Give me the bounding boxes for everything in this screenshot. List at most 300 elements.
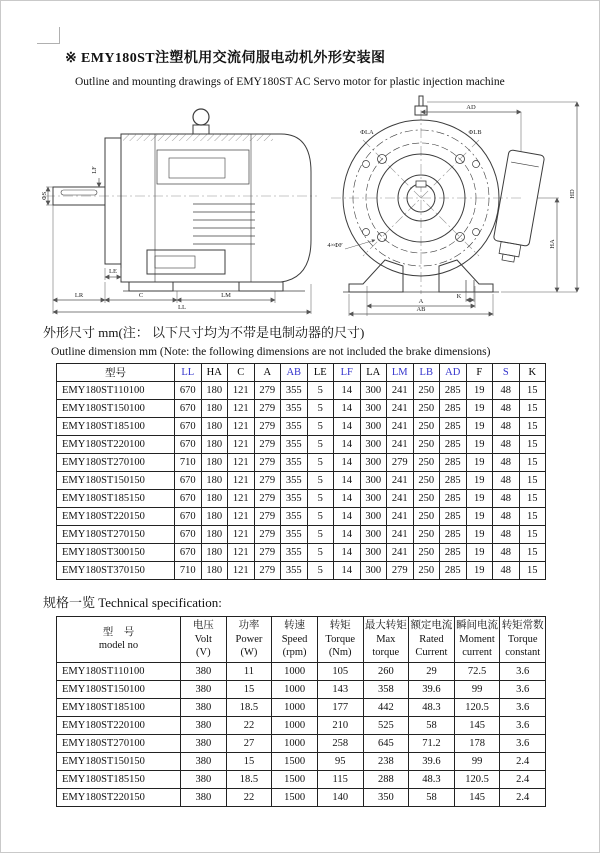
spec-cell: 350 <box>363 788 409 806</box>
dimension-cell: 710 <box>175 454 202 472</box>
spec-cell: 145 <box>454 788 500 806</box>
model-cell: EMY180ST220100 <box>57 436 175 454</box>
spec-cell: 1000 <box>272 662 318 680</box>
model-cell: EMY180ST150150 <box>57 472 175 490</box>
spec-cell: 258 <box>317 734 363 752</box>
outline-col-header: S <box>493 364 520 382</box>
spec-cell: 39.6 <box>409 680 455 698</box>
dimension-cell: 285 <box>440 490 467 508</box>
page-corner-mark <box>37 27 60 44</box>
dimension-cell: 48 <box>493 544 520 562</box>
spec-cell: 3.6 <box>500 716 546 734</box>
spec-cell: 48.3 <box>409 698 455 716</box>
dimension-cell: 15 <box>519 400 546 418</box>
spec-cell: 645 <box>363 734 409 752</box>
dimension-cell: 670 <box>175 472 202 490</box>
dimension-cell: 355 <box>281 382 308 400</box>
outline-col-header: A <box>254 364 281 382</box>
outline-heading-en: Outline dimension mm (Note: the following dimensions are not included the brake dimensions) <box>51 346 491 358</box>
model-cell: EMY180ST150100 <box>57 680 181 698</box>
spec-cell: 22 <box>226 716 272 734</box>
dimension-cell: 241 <box>387 490 414 508</box>
spec-cell: 380 <box>181 716 227 734</box>
dimension-cell: 285 <box>440 544 467 562</box>
outline-col-header: F <box>466 364 493 382</box>
dimension-cell: 250 <box>413 382 440 400</box>
dimension-cell: 180 <box>201 454 228 472</box>
dimension-cell: 279 <box>254 436 281 454</box>
dim-label-ab: AB <box>416 306 426 313</box>
dimension-cell: 285 <box>440 454 467 472</box>
dimension-cell: 15 <box>519 544 546 562</box>
dimension-cell: 355 <box>281 472 308 490</box>
spec-table-row <box>57 770 546 788</box>
dimension-cell: 285 <box>440 508 467 526</box>
outline-table-row <box>57 544 546 562</box>
spec-cell: 48.3 <box>409 770 455 788</box>
dimension-cell: 15 <box>519 418 546 436</box>
dimension-cell: 355 <box>281 418 308 436</box>
dimension-cell: 250 <box>413 436 440 454</box>
dimension-cell: 121 <box>228 382 255 400</box>
dimension-cell: 300 <box>360 418 387 436</box>
dimension-cell: 15 <box>519 454 546 472</box>
dimension-cell: 5 <box>307 400 334 418</box>
dimension-cell: 19 <box>466 526 493 544</box>
dimension-cell: 14 <box>334 508 361 526</box>
spec-cell: 2.4 <box>500 752 546 770</box>
spec-cell: 72.5 <box>454 662 500 680</box>
dimension-cell: 5 <box>307 562 334 580</box>
dimension-cell: 279 <box>387 454 414 472</box>
outline-col-header: LM <box>387 364 414 382</box>
dimension-cell: 241 <box>387 508 414 526</box>
dimension-cell: 180 <box>201 400 228 418</box>
dimension-cell: 15 <box>519 526 546 544</box>
spec-cell: 120.5 <box>454 698 500 716</box>
spec-cell: 260 <box>363 662 409 680</box>
spec-cell: 18.5 <box>226 698 272 716</box>
dimension-cell: 48 <box>493 436 520 454</box>
dimension-cell: 355 <box>281 490 308 508</box>
dimension-cell: 19 <box>466 454 493 472</box>
dimension-cell: 48 <box>493 418 520 436</box>
dimension-cell: 285 <box>440 472 467 490</box>
spec-cell: 95 <box>317 752 363 770</box>
dimension-cell: 121 <box>228 508 255 526</box>
dimension-cell: 710 <box>175 562 202 580</box>
dimension-cell: 19 <box>466 562 493 580</box>
dimension-cell: 14 <box>334 544 361 562</box>
spec-table-row <box>57 698 546 716</box>
spec-table-row <box>57 788 546 806</box>
dimension-cell: 300 <box>360 508 387 526</box>
dimension-cell: 14 <box>334 436 361 454</box>
spec-header-row <box>57 617 546 663</box>
outline-col-header: C <box>228 364 255 382</box>
spec-cell: 58 <box>409 788 455 806</box>
spec-cell: 1000 <box>272 716 318 734</box>
spec-cell: 380 <box>181 752 227 770</box>
dimension-cell: 250 <box>413 544 440 562</box>
outline-col-header: HA <box>201 364 228 382</box>
dimension-cell: 279 <box>254 544 281 562</box>
dimension-cell: 279 <box>254 382 281 400</box>
dim-label-c: C <box>138 292 144 299</box>
outline-col-header: LE <box>307 364 334 382</box>
dimension-cell: 670 <box>175 490 202 508</box>
dimension-cell: 355 <box>281 544 308 562</box>
dimension-cell: 241 <box>387 472 414 490</box>
dimension-cell: 180 <box>201 418 228 436</box>
outline-col-header: K <box>519 364 546 382</box>
spec-cell: 380 <box>181 662 227 680</box>
motor-side-section-drawing <box>43 100 335 318</box>
dimension-cell: 250 <box>413 454 440 472</box>
outline-table-row <box>57 454 546 472</box>
dimension-cell: 48 <box>493 508 520 526</box>
outline-col-header: LF <box>334 364 361 382</box>
dimension-cell: 48 <box>493 454 520 472</box>
dim-label-lf: LF <box>91 166 98 174</box>
dimension-cell: 355 <box>281 526 308 544</box>
dimension-cell: 670 <box>175 508 202 526</box>
dimension-cell: 15 <box>519 508 546 526</box>
dimension-cell: 180 <box>201 562 228 580</box>
model-cell: EMY180ST110100 <box>57 382 175 400</box>
dim-label-lr: LR <box>74 292 84 299</box>
dimension-cell: 250 <box>413 418 440 436</box>
spec-col-header: 转矩 Torque (Nm) <box>317 617 363 663</box>
dimension-cell: 180 <box>201 382 228 400</box>
dimension-cell: 180 <box>201 490 228 508</box>
spec-cell: 1000 <box>272 680 318 698</box>
dimension-cell: 19 <box>466 418 493 436</box>
spec-cell: 358 <box>363 680 409 698</box>
dimension-cell: 285 <box>440 382 467 400</box>
dim-label-a: A <box>418 298 424 305</box>
outline-heading-cn: 外形尺寸 mm(注： 以下尺寸均为不带是电制动器的尺寸) <box>43 325 365 340</box>
spec-cell: 99 <box>454 752 500 770</box>
dimension-cell: 19 <box>466 472 493 490</box>
dimension-cell: 5 <box>307 508 334 526</box>
dimension-cell: 48 <box>493 382 520 400</box>
spec-cell: 380 <box>181 680 227 698</box>
spec-cell: 380 <box>181 734 227 752</box>
spec-cell: 3.6 <box>500 680 546 698</box>
dimension-cell: 180 <box>201 508 228 526</box>
spec-cell: 177 <box>317 698 363 716</box>
outline-col-header: AD <box>440 364 467 382</box>
dimension-cell: 48 <box>493 490 520 508</box>
dimension-cell: 14 <box>334 382 361 400</box>
outline-table-row <box>57 382 546 400</box>
spec-heading: 规格一览 Technical specification: <box>43 595 222 610</box>
model-cell: EMY180ST185100 <box>57 698 181 716</box>
dimension-cell: 14 <box>334 400 361 418</box>
motor-drawings <box>1 94 599 318</box>
outline-table-row <box>57 400 546 418</box>
spec-col-header: 功率 Power (W) <box>226 617 272 663</box>
model-cell: EMY180ST220150 <box>57 788 181 806</box>
dimension-cell: 355 <box>281 508 308 526</box>
dimension-cell: 250 <box>413 400 440 418</box>
spec-table-row <box>57 680 546 698</box>
dimension-cell: 300 <box>360 526 387 544</box>
spec-cell: 39.6 <box>409 752 455 770</box>
dimension-cell: 279 <box>254 490 281 508</box>
dimension-cell: 121 <box>228 490 255 508</box>
dimension-cell: 121 <box>228 436 255 454</box>
dim-label-ha: HA <box>549 239 556 249</box>
dim-label-ad: AD <box>466 104 476 111</box>
dimension-cell: 121 <box>228 454 255 472</box>
outline-col-header: LL <box>175 364 202 382</box>
outline-table-row <box>57 418 546 436</box>
spec-cell: 15 <box>226 752 272 770</box>
dimension-cell: 285 <box>440 418 467 436</box>
dimension-cell: 300 <box>360 436 387 454</box>
dimension-cell: 121 <box>228 418 255 436</box>
dimension-cell: 14 <box>334 472 361 490</box>
model-cell: EMY180ST150100 <box>57 400 175 418</box>
page-title: ※ EMY180ST注塑机用交流伺服电动机外形安装图 <box>65 51 386 66</box>
dimension-cell: 300 <box>360 490 387 508</box>
model-cell: EMY180ST270100 <box>57 734 181 752</box>
model-cell: EMY180ST220100 <box>57 716 181 734</box>
page-subtitle: Outline and mounting drawings of EMY180ST AC Servo motor for plastic injection machine <box>75 76 505 88</box>
spec-col-header: 额定电流 Rated Current <box>409 617 455 663</box>
dim-label-k: K <box>456 293 462 300</box>
spec-cell: 3.6 <box>500 662 546 680</box>
spec-col-header: 最大转矩 Max torque <box>363 617 409 663</box>
dimension-cell: 241 <box>387 544 414 562</box>
spec-col-header: 型 号 model no <box>57 617 181 663</box>
dimension-cell: 279 <box>254 562 281 580</box>
spec-cell: 1000 <box>272 698 318 716</box>
motor-front-view-drawing <box>323 94 585 318</box>
model-cell: EMY180ST110100 <box>57 662 181 680</box>
dimension-cell: 19 <box>466 400 493 418</box>
dimension-cell: 670 <box>175 400 202 418</box>
spec-cell: 1500 <box>272 752 318 770</box>
spec-cell: 380 <box>181 698 227 716</box>
dim-label-phi-la: ΦLA <box>360 129 374 136</box>
spec-cell: 2.4 <box>500 770 546 788</box>
dimension-cell: 48 <box>493 562 520 580</box>
spec-cell: 380 <box>181 788 227 806</box>
model-cell: EMY180ST370150 <box>57 562 175 580</box>
spec-cell: 1000 <box>272 734 318 752</box>
dimension-cell: 279 <box>254 418 281 436</box>
dimension-cell: 14 <box>334 490 361 508</box>
spec-cell: 288 <box>363 770 409 788</box>
dimension-cell: 180 <box>201 544 228 562</box>
dimension-cell: 250 <box>413 508 440 526</box>
dimension-cell: 241 <box>387 526 414 544</box>
dimension-cell: 5 <box>307 526 334 544</box>
dimension-cell: 15 <box>519 562 546 580</box>
dimension-cell: 48 <box>493 472 520 490</box>
dimension-cell: 15 <box>519 382 546 400</box>
dim-label-4xf: 4×ΦF <box>327 242 343 249</box>
outline-table <box>56 363 546 580</box>
spec-cell: 1500 <box>272 770 318 788</box>
outline-col-header: 型号 <box>57 364 175 382</box>
dim-label-hd: HD <box>569 189 576 199</box>
spec-col-header: 转矩常数 Torque constant <box>500 617 546 663</box>
dimension-cell: 121 <box>228 472 255 490</box>
dimension-cell: 121 <box>228 400 255 418</box>
dim-label-lm: LM <box>221 292 231 299</box>
spec-col-header: 电压 Volt (V) <box>181 617 227 663</box>
dimension-cell: 19 <box>466 490 493 508</box>
dimension-cell: 300 <box>360 472 387 490</box>
outline-table-row <box>57 490 546 508</box>
dimension-cell: 285 <box>440 400 467 418</box>
dim-label-phi-lb: ΦLB <box>468 129 482 136</box>
dimension-cell: 19 <box>466 544 493 562</box>
spec-table-row <box>57 716 546 734</box>
dimension-cell: 300 <box>360 382 387 400</box>
model-cell: EMY180ST185150 <box>57 770 181 788</box>
dimension-cell: 19 <box>466 436 493 454</box>
dimension-cell: 48 <box>493 526 520 544</box>
dimension-cell: 285 <box>440 436 467 454</box>
dimension-cell: 15 <box>519 472 546 490</box>
dimension-cell: 355 <box>281 436 308 454</box>
dimension-cell: 250 <box>413 472 440 490</box>
dimension-cell: 14 <box>334 418 361 436</box>
spec-cell: 442 <box>363 698 409 716</box>
spec-table <box>56 616 546 807</box>
dimension-cell: 300 <box>360 454 387 472</box>
dimension-cell: 14 <box>334 454 361 472</box>
dimension-cell: 250 <box>413 490 440 508</box>
dimension-cell: 121 <box>228 526 255 544</box>
dim-label-phi-s: ΦS <box>41 191 48 201</box>
dimension-cell: 19 <box>466 508 493 526</box>
dimension-cell: 48 <box>493 400 520 418</box>
spec-table-row <box>57 662 546 680</box>
dimension-cell: 121 <box>228 544 255 562</box>
dim-label-le: LE <box>109 268 117 275</box>
spec-cell: 22 <box>226 788 272 806</box>
spec-cell: 210 <box>317 716 363 734</box>
dimension-cell: 670 <box>175 436 202 454</box>
outline-col-header: AB <box>281 364 308 382</box>
spec-cell: 380 <box>181 770 227 788</box>
outline-header-row <box>57 364 546 382</box>
dimension-cell: 180 <box>201 436 228 454</box>
spec-cell: 143 <box>317 680 363 698</box>
dimension-cell: 279 <box>387 562 414 580</box>
outline-table-row <box>57 436 546 454</box>
spec-cell: 11 <box>226 662 272 680</box>
dimension-cell: 279 <box>254 508 281 526</box>
spec-table-row <box>57 752 546 770</box>
spec-cell: 29 <box>409 662 455 680</box>
spec-cell: 238 <box>363 752 409 770</box>
spec-cell: 178 <box>454 734 500 752</box>
dimension-cell: 670 <box>175 382 202 400</box>
dimension-cell: 14 <box>334 562 361 580</box>
dimension-cell: 5 <box>307 544 334 562</box>
spec-cell: 27 <box>226 734 272 752</box>
model-cell: EMY180ST270100 <box>57 454 175 472</box>
dimension-cell: 5 <box>307 436 334 454</box>
outline-col-header: LB <box>413 364 440 382</box>
spec-cell: 3.6 <box>500 734 546 752</box>
spec-cell: 2.4 <box>500 788 546 806</box>
outline-table-row <box>57 508 546 526</box>
spec-cell: 140 <box>317 788 363 806</box>
model-cell: EMY180ST150150 <box>57 752 181 770</box>
spec-cell: 71.2 <box>409 734 455 752</box>
dimension-cell: 241 <box>387 418 414 436</box>
model-cell: EMY180ST220150 <box>57 508 175 526</box>
dimension-cell: 279 <box>254 400 281 418</box>
model-cell: EMY180ST270150 <box>57 526 175 544</box>
dimension-cell: 279 <box>254 454 281 472</box>
spec-cell: 99 <box>454 680 500 698</box>
spec-cell: 145 <box>454 716 500 734</box>
spec-col-header: 瞬间电流 Moment current <box>454 617 500 663</box>
model-cell: EMY180ST185100 <box>57 418 175 436</box>
dimension-cell: 5 <box>307 490 334 508</box>
dimension-cell: 285 <box>440 562 467 580</box>
spec-cell: 105 <box>317 662 363 680</box>
dim-label-ll: LL <box>178 304 186 311</box>
dimension-cell: 285 <box>440 526 467 544</box>
dimension-cell: 121 <box>228 562 255 580</box>
dimension-cell: 15 <box>519 436 546 454</box>
spec-cell: 15 <box>226 680 272 698</box>
dimension-cell: 5 <box>307 382 334 400</box>
dimension-cell: 5 <box>307 418 334 436</box>
dimension-cell: 180 <box>201 472 228 490</box>
spec-cell: 115 <box>317 770 363 788</box>
dimension-cell: 355 <box>281 562 308 580</box>
outline-col-header: LA <box>360 364 387 382</box>
dimension-cell: 5 <box>307 454 334 472</box>
dimension-cell: 180 <box>201 526 228 544</box>
dimension-cell: 670 <box>175 544 202 562</box>
outline-table-row <box>57 472 546 490</box>
dimension-cell: 279 <box>254 472 281 490</box>
dimension-cell: 300 <box>360 562 387 580</box>
dimension-cell: 355 <box>281 454 308 472</box>
spec-cell: 58 <box>409 716 455 734</box>
dimension-cell: 300 <box>360 400 387 418</box>
spec-cell: 1500 <box>272 788 318 806</box>
spec-cell: 525 <box>363 716 409 734</box>
dimension-cell: 279 <box>254 526 281 544</box>
dimension-cell: 250 <box>413 526 440 544</box>
model-cell: EMY180ST185150 <box>57 490 175 508</box>
outline-table-row <box>57 526 546 544</box>
dimension-cell: 670 <box>175 526 202 544</box>
dimension-cell: 15 <box>519 490 546 508</box>
spec-cell: 120.5 <box>454 770 500 788</box>
outline-table-row <box>57 562 546 580</box>
model-cell: EMY180ST300150 <box>57 544 175 562</box>
spec-table-row <box>57 734 546 752</box>
dimension-cell: 5 <box>307 472 334 490</box>
dimension-cell: 355 <box>281 400 308 418</box>
dimension-cell: 670 <box>175 418 202 436</box>
spec-col-header: 转速 Speed (rpm) <box>272 617 318 663</box>
